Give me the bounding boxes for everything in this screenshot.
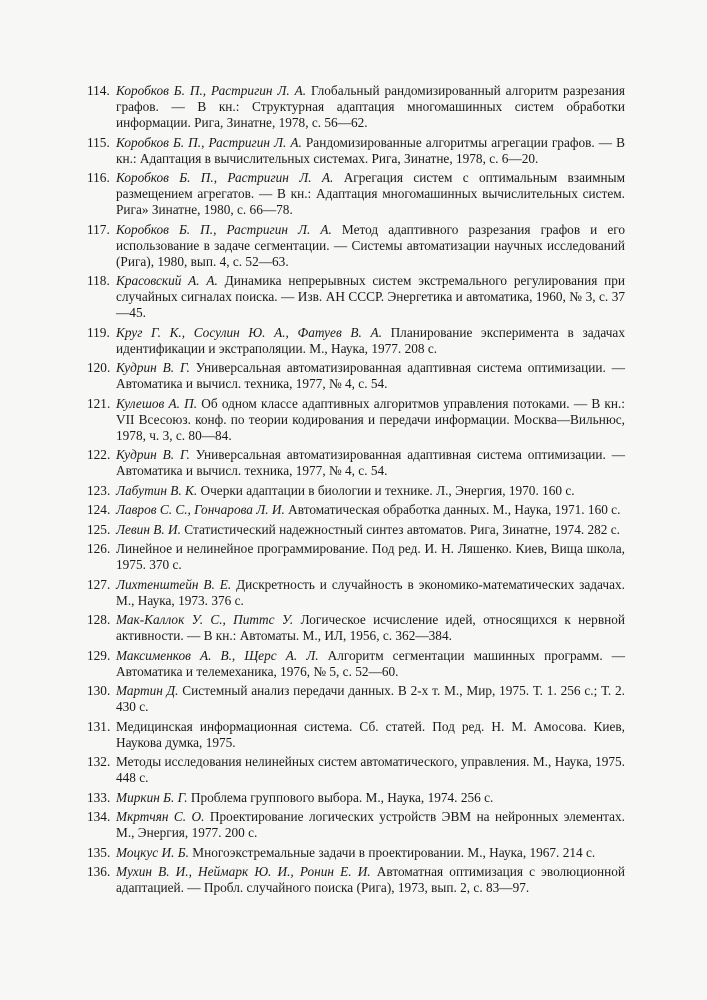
reference-text: Медицинская информационная система. Сб. статей. Под ред. Н. М. Амосова. Киев, Наукова думка, 1975. xyxy=(116,718,625,750)
reference-text: Автоматическая обработка данных. М., Наука, 1971. 160 с. xyxy=(284,502,621,517)
reference-number: 124. xyxy=(87,502,111,517)
reference-item xyxy=(87,83,625,131)
reference-number: 119. xyxy=(87,324,110,340)
reference-text: Логическое исчисление идей, относящихся к нервной активности. — В кн.: Автоматы. М., ИЛ, 1956, с. 362—384. xyxy=(116,612,625,643)
reference-body xyxy=(116,577,625,609)
reference-authors: Лихтенштейн В. Е. xyxy=(116,576,232,592)
reference-number: 115. xyxy=(87,134,110,150)
reference-item xyxy=(87,502,625,518)
reference-number: 131. xyxy=(87,718,111,734)
reference-number: 121. xyxy=(87,395,111,411)
reference-body xyxy=(116,170,625,218)
reference-authors: Кудрин В. Г. xyxy=(116,360,190,375)
reference-text: Статистический надежностный синтез автоматов. Рига, Зинатне, 1974. 282 с. xyxy=(180,521,621,537)
reference-body xyxy=(116,360,625,392)
reference-item xyxy=(87,360,625,392)
reference-item xyxy=(87,325,625,357)
reference-text: Планирование эксперимента в задачах идентификации и экстраполяции. М., Наука, 1977. 208 с. xyxy=(116,324,625,356)
reference-item xyxy=(87,396,625,444)
reference-authors: Максименков А. В., Щерс А. Л. xyxy=(116,647,319,663)
reference-authors: Кудрин В. Г. xyxy=(116,447,190,462)
reference-authors: Мкртчян С. О. xyxy=(116,809,205,824)
reference-body xyxy=(116,612,625,644)
reference-number: 117. xyxy=(87,221,110,237)
reference-text: Метод адаптивного разрезания графов и его использование в задаче сегментации. — Системы автоматизации научных исследований (Рига), 1980, вып. 4, с. 52—63. xyxy=(116,221,626,269)
reference-authors: Миркин Б. Г. xyxy=(116,789,188,805)
reference-number: 122. xyxy=(87,447,111,462)
reference-authors: Мухин В. И., Неймарк Ю. И., Ронин Е. И. xyxy=(116,864,371,879)
reference-text: Проблема группового выбора. М., Наука, 1974. 256 с. xyxy=(187,789,494,805)
reference-item xyxy=(87,790,625,806)
reference-body xyxy=(116,522,625,538)
reference-text: Рандомизированные алгоритмы агрегации графов. — В кн.: Адаптация в вычислительных системах. Рига, Зинатне, 1978, с. 6—20. xyxy=(116,134,625,166)
reference-authors: Мак-Каллок У. С., Питтс У. xyxy=(116,612,294,627)
reference-number: 125. xyxy=(87,521,111,537)
reference-text: Универсальная автоматизированная адаптивная система оптимизации. — Автоматика и вычисл. техника, 1977, № 4, с. 54. xyxy=(116,447,625,478)
reference-authors: Коробков Б. П., Растригин Л. А. xyxy=(116,134,302,150)
reference-body xyxy=(116,222,625,270)
reference-body xyxy=(116,719,625,751)
reference-text: Методы исследования нелинейных систем автоматического, управления. М., Наука, 1975. 448 с. xyxy=(116,754,625,785)
reference-number: 127. xyxy=(87,576,111,592)
reference-authors: Кулешов А. П. xyxy=(116,395,198,411)
reference-item xyxy=(87,754,625,786)
reference-text: Очерки адаптации в биологии и технике. Л., Энергия, 1970. 160 с. xyxy=(197,482,575,498)
reference-authors: Красовский А. А. xyxy=(116,273,218,288)
reference-authors: Левин В. И. xyxy=(116,521,181,537)
reference-number: 126. xyxy=(87,541,111,556)
reference-authors: Лабутин В. К. xyxy=(116,482,198,498)
reference-number: 116. xyxy=(87,170,110,185)
reference-body xyxy=(116,754,625,786)
reference-authors: Мартин Д. xyxy=(116,683,179,698)
reference-text: Системный анализ передачи данных. В 2-х т. М., Мир, 1975. Т. 1. 256 с.; Т. 2. 430 с. xyxy=(116,683,625,714)
reference-body xyxy=(116,135,625,167)
reference-text: Проектирование логических устройств ЭВМ на нейронных элементах. М., Энергия, 1977. 200 с. xyxy=(116,809,625,840)
reference-number: 134. xyxy=(87,809,111,824)
reference-list xyxy=(87,83,625,896)
reference-authors: Моцкус И. Б. xyxy=(116,844,189,860)
reference-text: Многоэкстремальные задачи в проектировании. М., Наука, 1967. 214 с. xyxy=(188,844,596,860)
reference-number: 130. xyxy=(87,683,111,698)
reference-body xyxy=(116,502,625,518)
reference-number: 118. xyxy=(87,273,110,288)
reference-item xyxy=(87,135,625,167)
reference-number: 128. xyxy=(87,612,111,627)
reference-authors: Лавров С. С., Гончарова Л. И. xyxy=(116,502,285,517)
reference-body xyxy=(116,273,625,321)
reference-text: Алгоритм сегментации машинных программ. — Автоматика и телемеханика, 1976, № 5, с. 52—60. xyxy=(116,647,626,679)
reference-item xyxy=(87,483,625,499)
reference-body xyxy=(116,845,625,861)
reference-text: Об одном классе адаптивных алгоритмов управления потоками. — В кн.: VII Всесоюз. конф. по теории кодирования и передачи информации. Москва—Вильнюс, 1978, ч. 3, с. 80—84. xyxy=(116,395,625,443)
reference-item xyxy=(87,648,625,680)
reference-item xyxy=(87,864,625,896)
reference-number: 132. xyxy=(87,754,111,769)
reference-body xyxy=(116,325,625,357)
reference-body xyxy=(116,809,625,841)
reference-item xyxy=(87,522,625,538)
reference-text: Динамика непрерывных систем экстремального регулирования при случайных сигналах поиска. — Изв. АН СССР. Энергетика и автоматика, 1960, № 3, с. 37—45. xyxy=(116,273,626,320)
reference-item xyxy=(87,170,625,218)
reference-body xyxy=(116,83,625,131)
reference-body xyxy=(116,541,625,573)
reference-authors: Коробков Б. П., Растригин Л. А. xyxy=(116,83,307,98)
reference-body xyxy=(116,447,625,479)
reference-authors: Коробков Б. П., Растригин Л. А. xyxy=(116,170,334,185)
reference-item xyxy=(87,845,625,861)
reference-item xyxy=(87,273,625,321)
reference-number: 123. xyxy=(87,482,111,498)
reference-text: Линейное и нелинейное программирование. Под ред. И. Н. Ляшенко. Киев, Вища школа, 1975. 370 с. xyxy=(116,541,625,572)
reference-item xyxy=(87,809,625,841)
reference-text: Глобальный рандомизированный алгоритм разрезания графов. — В кн.: Структурная адаптация многомашинных систем обработки информации. Рига, Зинатне, 1978, с. 56—62. xyxy=(116,83,625,130)
reference-text: Универсальная автоматизированная адаптивная система оптимизации. — Автоматика и вычисл. техника, 1977, № 4, с. 54. xyxy=(116,360,625,391)
reference-item xyxy=(87,719,625,751)
reference-authors: Коробков Б. П., Растригин Л. А. xyxy=(116,221,332,237)
reference-item xyxy=(87,612,625,644)
reference-authors: Круг Г. К., Сосулин Ю. А., Фатуев В. А. xyxy=(116,324,382,340)
reference-item xyxy=(87,577,625,609)
reference-body xyxy=(116,790,625,806)
reference-text: Агрегация систем с оптимальным взаимным размещением агрегатов. — В кн.: Адаптация многомашинных вычислительных систем. Рига» Зинатне, 1980, с. 66—78. xyxy=(116,170,625,217)
reference-text: Автоматная оптимизация с эволюционной адаптацией. — Пробл. случайного поиска (Рига), 1973, вып. 2, с. 83—97. xyxy=(116,864,625,895)
reference-item xyxy=(87,541,625,573)
reference-item xyxy=(87,222,625,270)
reference-number: 114. xyxy=(87,83,110,98)
reference-number: 129. xyxy=(87,647,111,663)
reference-text: Дискретность и случайность в экономико-математических задачах. М., Наука, 1973. 376 с. xyxy=(116,576,625,608)
reference-number: 136. xyxy=(87,864,111,879)
reference-number: 133. xyxy=(87,789,111,805)
reference-body xyxy=(116,483,625,499)
reference-number: 135. xyxy=(87,844,111,860)
reference-body xyxy=(116,864,625,896)
reference-body xyxy=(116,648,625,680)
reference-number: 120. xyxy=(87,360,111,375)
reference-body xyxy=(116,683,625,715)
reference-body xyxy=(116,396,625,444)
reference-item xyxy=(87,683,625,715)
reference-item xyxy=(87,447,625,479)
